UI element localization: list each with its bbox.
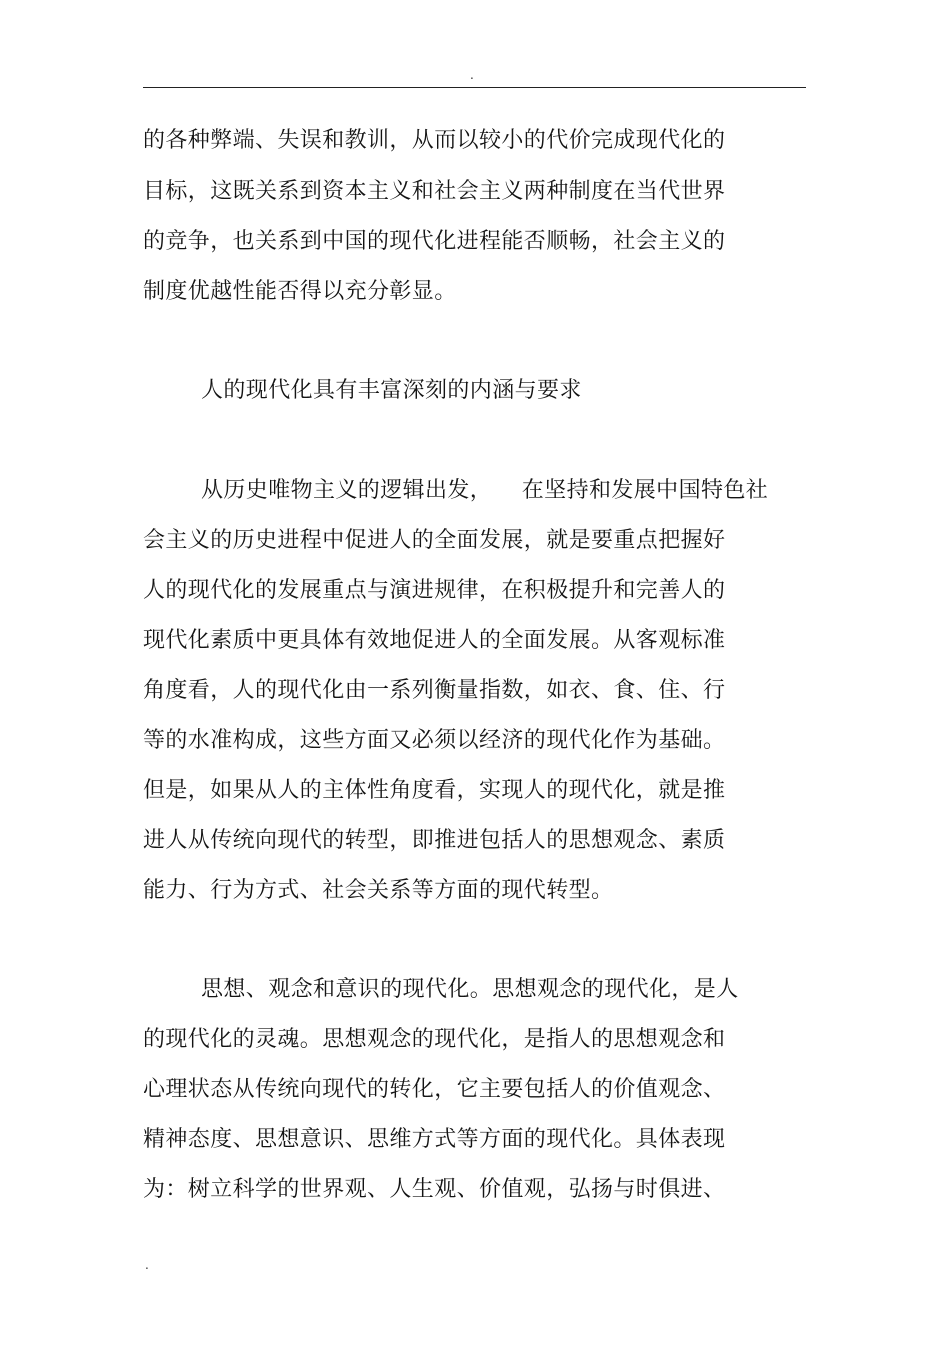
text-line: 现代化素质中更具体有效地促进人的全面发展。从客观标准: [143, 628, 726, 653]
text-line: 目标，这既关系到资本主义和社会主义两种制度在当代世界: [143, 179, 726, 204]
text-line: 的现代化的灵魂。思想观念的现代化，是指人的思想观念和: [143, 1027, 726, 1052]
header-rule: [143, 87, 806, 88]
text-line: 会主义的历史进程中促进人的全面发展，就是要重点把握好: [143, 528, 726, 553]
text-line: 制度优越性能否得以充分彰显。: [143, 279, 457, 304]
text-line: 但是，如果从人的主体性角度看，实现人的现代化，就是推: [143, 778, 726, 803]
text-line: 等的水准构成，这些方面又必须以经济的现代化作为基础。: [143, 728, 726, 753]
text-line: 的竞争，也关系到中国的现代化进程能否顺畅，社会主义的: [143, 229, 726, 254]
text-line: 思想、观念和意识的现代化。思想观念的现代化，是人: [201, 977, 739, 1002]
header-dot: .: [470, 68, 474, 82]
text-line: 角度看，人的现代化由一系列衡量指数，如衣、食、住、行: [143, 678, 726, 703]
text-line: 心理状态从传统向现代的转化，它主要包括人的价值观念、: [143, 1077, 726, 1102]
text-line: 人的现代化的发展重点与演进规律，在积极提升和完善人的: [143, 578, 726, 603]
section-heading: 人的现代化具有丰富深刻的内涵与要求: [201, 378, 582, 403]
text-line: 能力、行为方式、社会关系等方面的现代转型。: [143, 878, 614, 903]
text-line: 从历史唯物主义的逻辑出发， 在坚持和发展中国特色社: [201, 478, 769, 503]
text-line: 进人从传统向现代的转型，即推进包括人的思想观念、素质: [143, 828, 726, 853]
text-line: 为：树立科学的世界观、人生观、价值观，弘扬与时俱进、: [143, 1177, 726, 1202]
text-line: 的各种弊端、失误和教训，从而以较小的代价完成现代化的: [143, 128, 726, 153]
footer-dot: .: [145, 1258, 149, 1272]
text-line: 精神态度、思想意识、思维方式等方面的现代化。具体表现: [143, 1127, 726, 1152]
